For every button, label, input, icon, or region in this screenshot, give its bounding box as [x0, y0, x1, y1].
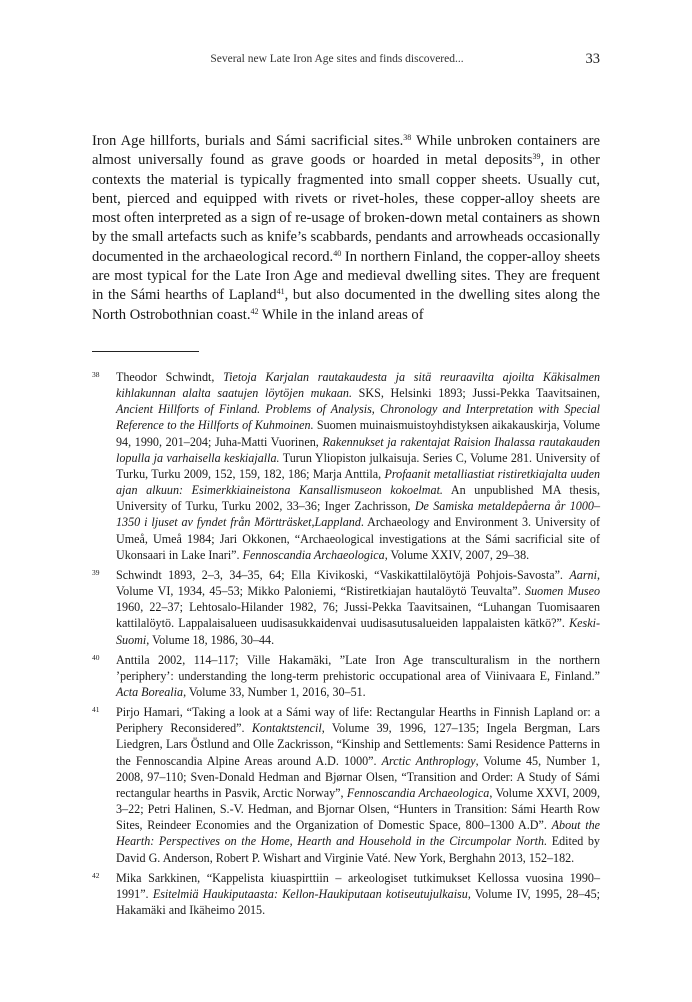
footnote-text — [116, 870, 600, 918]
body-text-run: While in the inland areas of — [258, 306, 424, 323]
citation-title: Tietoja Karjalan rautakaudesta ja sitä reuraavilta ajoilta Käkisalmen kihlakunnan alalta saatujen löytöjen mukaan. — [116, 370, 601, 401]
footnote-separator — [92, 351, 199, 352]
footnote-text — [116, 652, 600, 700]
citation-text: Pirjo Hamari, “Taking a look at a Sámi way of life: Rectangular Hearths in Finnish Lapland or: a Periphery Reconsidered”. — [116, 705, 600, 736]
citation-text: Suomen muinaismuistoyhdistyksen aikakauskirja, Volume 94, 1990, 201–204; Juha-Matti Vuorinen, — [116, 418, 600, 449]
citation-text: , Volume 45, Number 1, 2008, 97–110; Sven-Donald Hedman and Bjørnar Olsen, “Transition and Order: A Study of Sámi rectangular hearths in Pasvik, Arctic Norway”, — [116, 753, 600, 800]
footnotes — [92, 369, 600, 922]
footnote-number: 39 — [92, 567, 100, 577]
citation-text: , Volume VI, 1934, 45–53; Mikko Paloniemi, “Ristiretkiajan hautalöytö Teuvalta”. — [116, 567, 600, 599]
citation-title: Suomen Museo — [525, 584, 600, 599]
footnote-number: 41 — [92, 705, 100, 715]
citation-text: , Volume IV, 1995, 28–45; Hakamäki and Ikäheimo 2015. — [116, 886, 600, 917]
citation-title: De Samiska metaldepåerna år 1000–1350 i ljuset av fyndet från Mörtträsket,Lappland — [116, 499, 600, 530]
citation-title: Fennoscandia Archaeologica — [346, 785, 490, 800]
citation-title: Esitelmiä Haukiputaasta: Kellon-Haukiputaan kotiseutujulkaisu — [152, 886, 468, 901]
running-title: Several new Late Iron Age sites and finds discovered... — [210, 53, 464, 65]
citation-text: Turun Yliopiston julkaisuja. Series C, Volume 281. University of Turku, Turku 2009, 152, 159, 182, 186; Marja Anttila, — [116, 450, 600, 481]
citation-title: Acta Borealia — [116, 684, 184, 699]
body-text-run: In northern Finland, the copper-alloy sheets are most typical for the Late Iron Age and medieval dwelling sites. They are frequent in the Sámi hearths of Lapland — [92, 248, 600, 304]
body-text-run: Iron Age hillforts, burials and Sámi sacrificial sites. — [92, 133, 404, 149]
citation-title: Rakennukset ja rakentajat Raision Ihalassa rautakauden lopulla ja varhaisella keskiajalla. — [116, 434, 600, 465]
footnote-ref-41: 41 — [276, 287, 285, 297]
footnote-39 — [92, 567, 600, 648]
citation-text: , Volume 33, Number 1, 2016, 30–51. — [183, 684, 366, 699]
citation-text: Schwindt 1893, 2–3, 34–35, 64; Ella Kivikoski, “Vaskikattilalöytöjä Pohjois-Savosta”. — [116, 567, 570, 582]
citation-text: , Volume 39, 1996, 127–135; Ingela Bergman, Lars Liedgren, Lars Östlund and Olle Zackrisson, “Kinship and Settlements: Sami Residence Patterns in the Fennoscandia Alpine Areas around A.D. 1000”. — [116, 721, 600, 768]
body-text — [92, 132, 600, 325]
citation-title: Keski-Suomi — [116, 616, 600, 647]
footnote-ref-39: 39 — [532, 152, 541, 162]
footnote-number: 42 — [92, 870, 100, 880]
footnote-ref-40: 40 — [333, 248, 342, 258]
page-number: 33 — [585, 51, 600, 67]
footnote-42 — [92, 870, 600, 918]
footnote-ref-42: 42 — [250, 306, 259, 316]
footnote-text — [116, 567, 600, 648]
citation-title: Fennoscandia Archaeologica — [242, 547, 385, 562]
footnote-text — [116, 369, 600, 563]
body-text-run: While unbroken containers are almost universally found as grave goods or hoarded in metal deposits — [92, 133, 600, 169]
footnote-38 — [92, 369, 600, 563]
citation-text: , Volume XXIV, 2007, 29–38. — [384, 547, 530, 562]
footnote-number: 40 — [92, 652, 100, 662]
citation-title: Aarni — [569, 567, 597, 582]
footnote-text — [116, 704, 600, 866]
footnote-41 — [92, 704, 600, 866]
citation-text: Edited by David G. Anderson, Robert P. Wishart and Virginie Vaté. New York, Berghahn 2013, 152–182. — [116, 834, 600, 865]
citation-title: Kontaktstencil — [251, 721, 322, 736]
running-header — [92, 51, 600, 71]
citation-title: Profaanit metalliastiat ristiretkiajalta uuden ajan alkuun: Esimerkkiaineistona Kansallismuseon kokoelmat. — [116, 466, 600, 498]
citation-title: Arctic Anthroplogy — [381, 753, 476, 768]
citation-text: An unpublished MA thesis, University of Turku, Turku 2002, 33–36; Inger Zachrisson, — [116, 483, 600, 514]
citation-text: . Archaeology and Environment 3. University of Umeå, Umeå 1984; Jari Okkonen, “Archaeological investigations at the Sámi sacrificial site of Ukonsaari in Lake Inari”. — [116, 515, 600, 562]
footnote-number: 38 — [92, 370, 100, 379]
body-paragraph — [92, 132, 600, 325]
body-text-run: , but also documented in the dwelling sites along the North Ostrobothnian coast. — [92, 287, 600, 323]
citation-text: SKS, Helsinki 1893; Jussi-Pekka Taavitsainen, — [351, 386, 600, 401]
citation-text: Anttila 2002, 114–117; Ville Hakamäki, ”Late Iron Age transculturalism in the northern ’periphery’: understanding the long-term prehistoric occupational area of Viinivaara E, Finland.” — [116, 652, 600, 683]
citation-text: Mika Sarkkinen, “Kappelista kiuaspirttiin – arkeologiset tutkimukset Kellossa vuosina 1990–1991”. — [116, 870, 600, 901]
citation-title: Ancient Hillforts of Finland. Problems of Analysis, Chronology and Interpretation with Special Reference to the Hillforts of Kuhmoinen. — [116, 402, 600, 433]
footnote-ref-38: 38 — [403, 133, 412, 142]
citation-text: , Volume XXVI, 2009, 3–22; Petri Halinen, S.-V. Hedman, and Bjornar Olsen, “Hunters in Transition: Sámi Hearth Row Sites, Reindeer Economies and the Organization of Domestic Space, 800–1300 A.D”. — [116, 785, 600, 833]
footnote-40 — [92, 652, 600, 700]
body-text-run: , in other contexts the material is typically fragmented into small copper sheets. Usually cut, bent, pierced and equipped with rivets or rivet-holes, these copper-alloy sheets are most often interpreted as a sign of re-usage of broken-down metal containers as shown by the small artefacts such as knife’s scabbards, pendants and arrowheads occasionally documented in the archaeological record. — [92, 152, 600, 265]
citation-text: Theodor Schwindt, — [116, 370, 224, 384]
citation-text: , Volume 18, 1986, 30–44. — [146, 632, 275, 647]
citation-title: About the Hearth: Perspectives on the Home, Hearth and Household in the Circumpolar North. — [116, 818, 600, 849]
citation-text: 1960, 22–37; Lehtosalo-Hilander 1982, 76; Jussi-Pekka Taavitsainen, “Luhangan Tuomisaaren kattilalöytö. Lappalaisalueen uudisasukkaidenvai uudisasutusalueiden lappalaisten kätkö?”. — [116, 600, 600, 631]
